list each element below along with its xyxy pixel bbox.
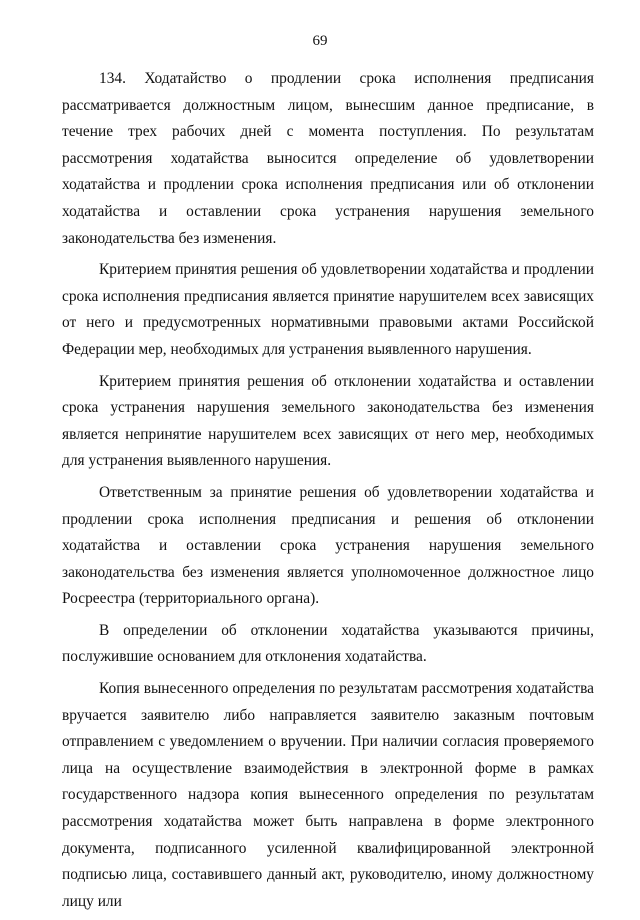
paragraph-134: 134. Ходатайство о продлении срока исполнения предписания рассматривается должностным лицом, вынесшим данное предписание, в течение трех рабочих дней с момента поступления. По результатам рассмотрения ходатайства выносится определение об удовлетворении ходатайства и продлении срока исполнения предписания или об отклонении ходатайства и оставлении срока устранения нарушения земельного законодательства без изменения. [62,70,594,247]
paragraph-responsible-official: Ответственным за принятие решения об удовлетворении ходатайства и продлении срока исполнения предписания и решения об отклонении ходатайства и оставлении срока устранения нарушения земельного законодательства без изменения является уполномоченное должностное лицо Росреестра (территориального органа). [62,483,594,608]
document-body [62,66,594,920]
paragraph-rejection-reasons: В определении об отклонении ходатайства указываются причины, послужившие основанием для отклонения ходатайства. [62,621,594,666]
paragraph-approval-criterion: Критерием принятия решения об удовлетворении ходатайства и продлении срока исполнения предписания является принятие нарушителем всех зависящих от него и предусмотренных нормативными правовыми актами Российской Федерации мер, необходимых для устранения выявленного нарушения. [62,261,594,358]
page-number: 69 [312,33,328,49]
paragraph-rejection-criterion: Критерием принятия решения об отклонении ходатайства и оставлении срока устранения нарушения земельного законодательства без изменения является непринятие нарушителем всех зависящих от него мер, необходимых для устранения выявленного нарушения. [62,372,594,470]
paragraph-copy-delivery: Копия вынесенного определения по результатам рассмотрения ходатайства вручается заявителю либо направляется заявителю заказным почтовым отправлением с уведомлением о вручении. При наличии согласия проверяемого лица на осуществление взаимодействия в электронной форме в рамках государственного надзора копия вынесенного определения по результатам рассмотрения ходатайства может быть направлена в форме электронного документа, подписанного усиленной квалифицированной электронной подписью лица, составившего данный акт, руководителю, иному должностному лицу или [62,680,594,910]
